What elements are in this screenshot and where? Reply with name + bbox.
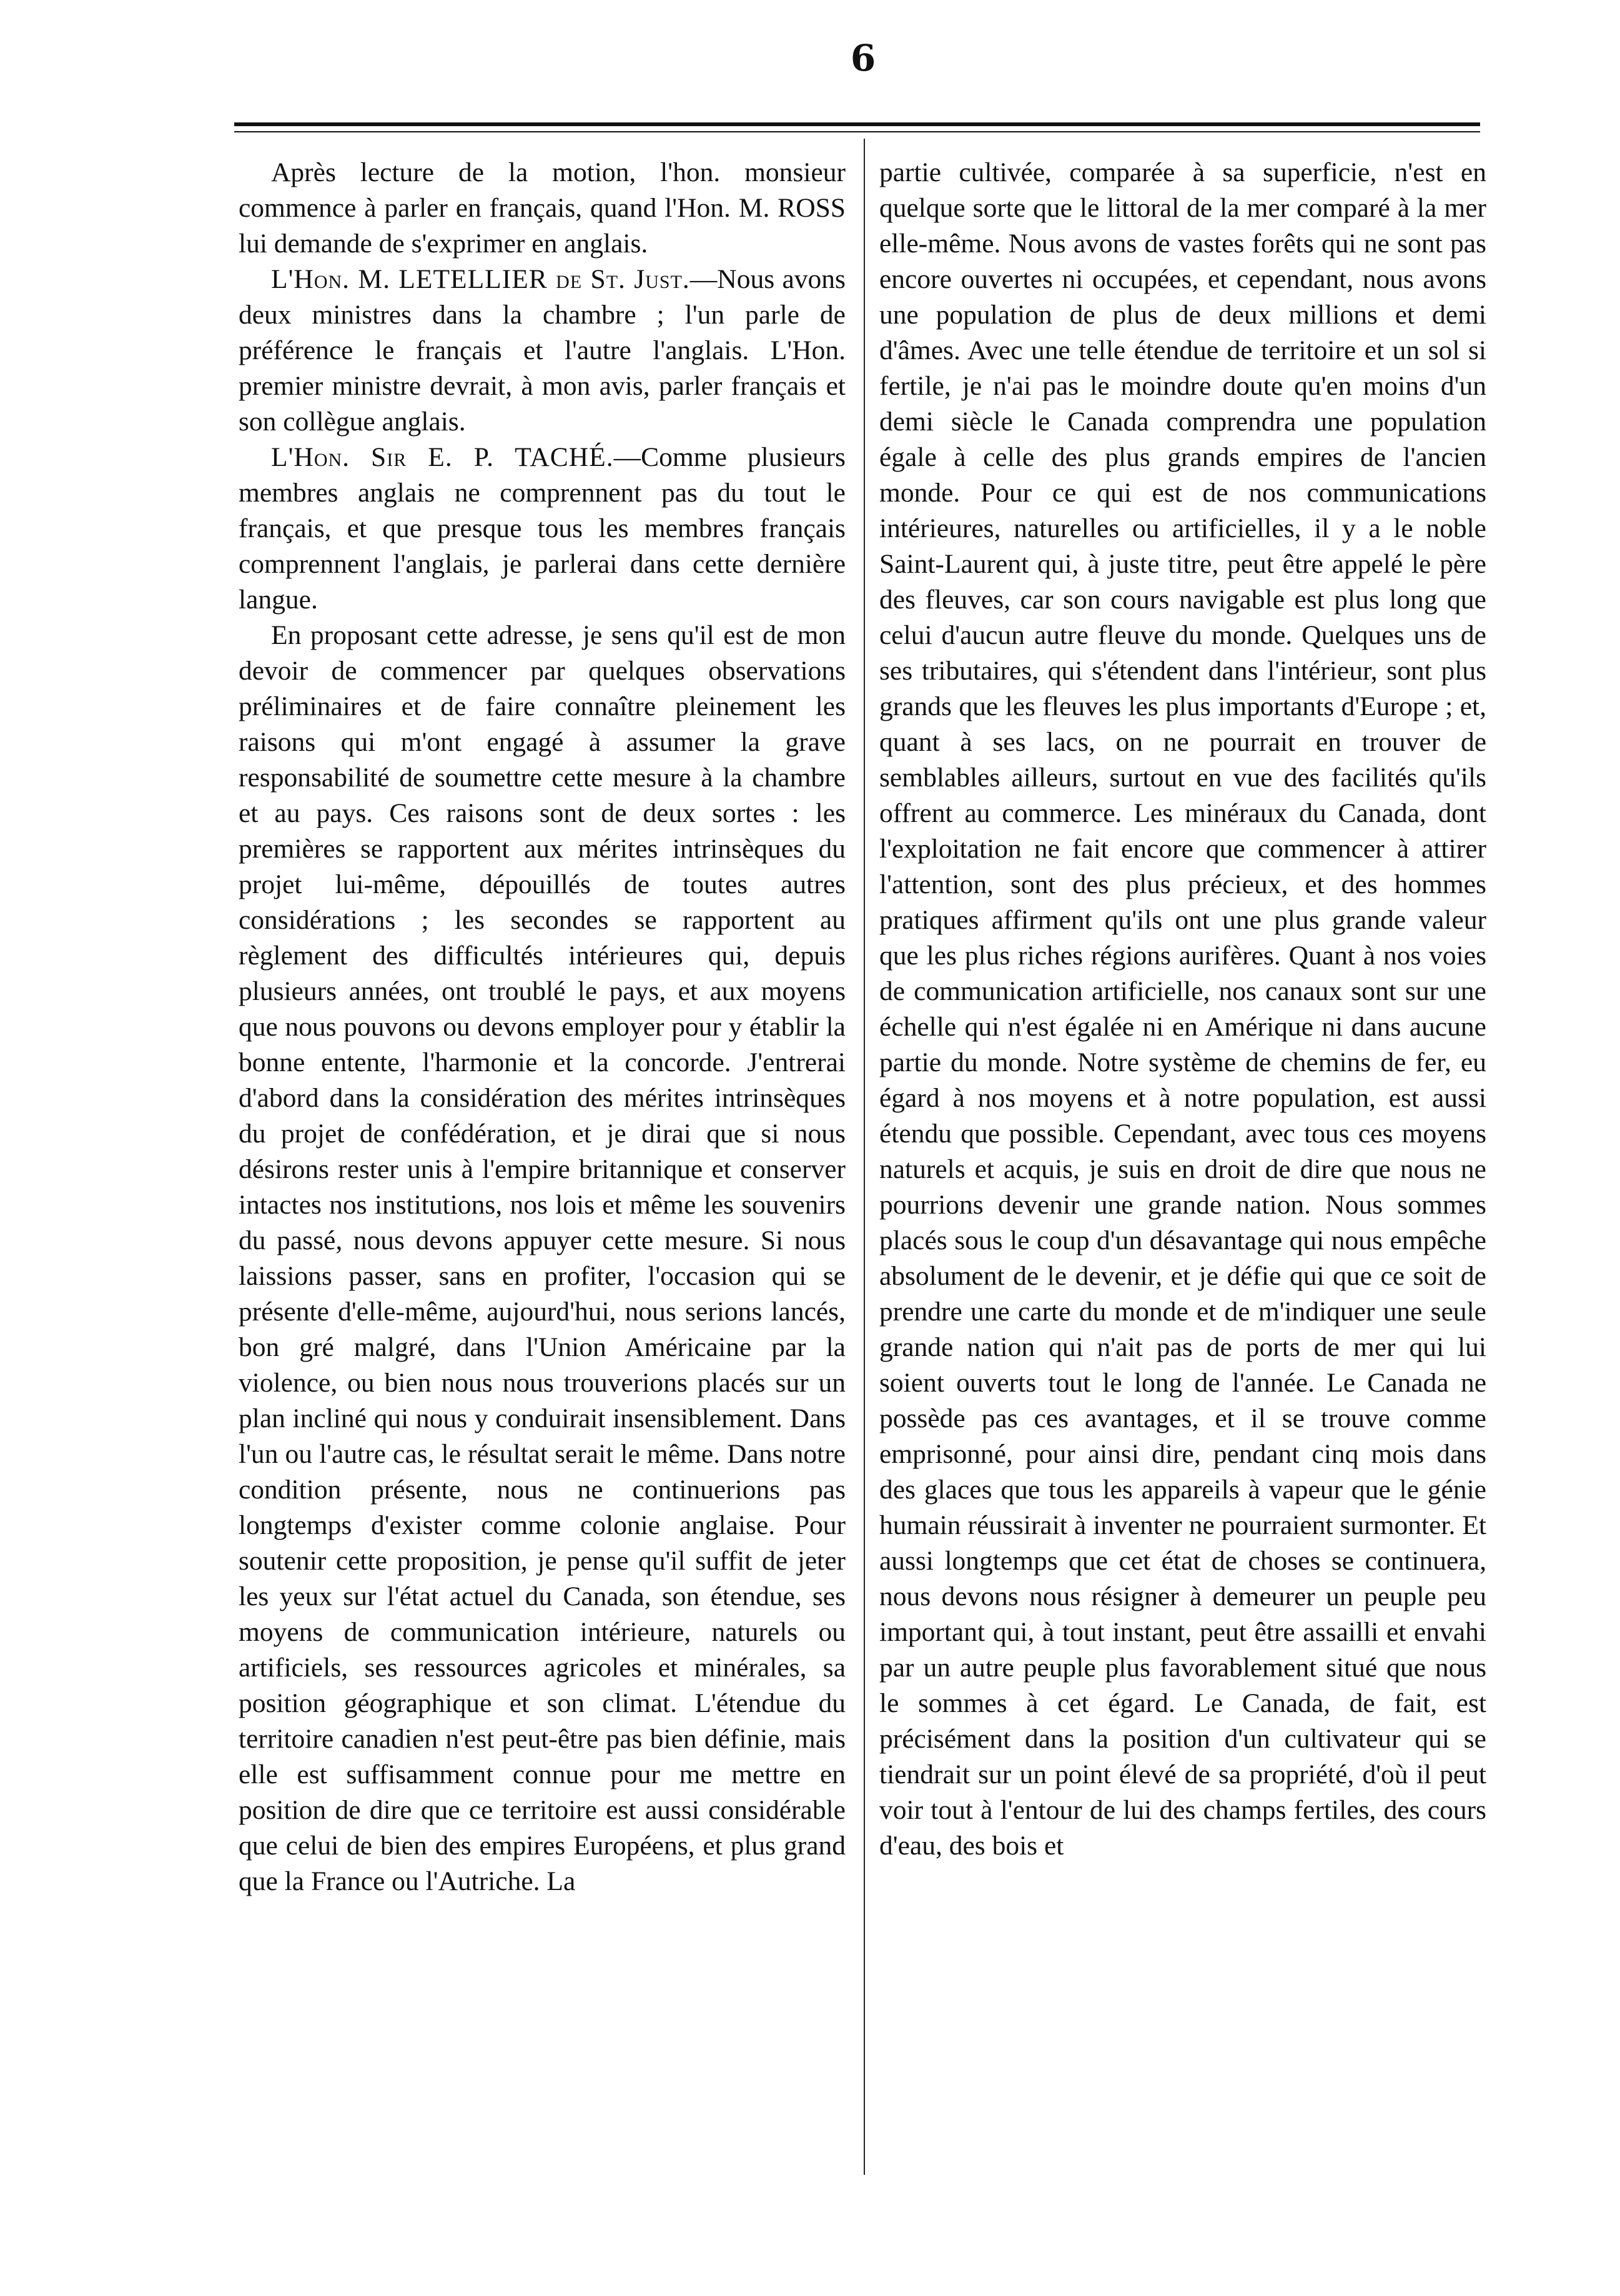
right-column [879,155,1486,2185]
page-number: 6 [850,37,876,79]
header-rule-thick [234,122,1480,126]
speech-letellier: —Nous avons deux ministres dans la chambre ; l'un parle de préférence le français et l'autre l'anglais. L'Hon. premier ministre devrait, à mon avis, parler français et son collègue anglais. [239,264,846,437]
left-column [239,155,846,2185]
paragraph-address-proposal: En proposant cette adresse, je sens qu'il est de mon devoir de commencer par quelques observations préliminaires et de faire connaître pleinement les raisons qui m'ont engagé à assumer la grave responsabilité de soumettre cette mesure à la chambre et au pays. Ces raisons sont de deux sortes : les premières se rapportent aux mérites intrinsèques du projet lui-même, dépouillés de toutes autres considérations ; les secondes se rapportent au règlement des difficultés intérieures qui, depuis plusieurs années, ont troublé le pays, et aux moyens que nous pouvons ou devons employer pour y établir la bonne entente, l'harmonie et la concorde. J'entrerai d'abord dans la considération des mérites intrinsèques du projet de confédération, et je dirai que si nous désirons rester unis à l'empire britannique et conserver intactes nos institutions, nos lois et même les souvenirs du passé, nous devons appuyer cette mesure. Si nous laissions passer, sans en profiter, l'occasion qui se présente d'elle-même, aujourd'hui, nous serions lancés, bon gré malgré, dans l'Union Américaine par la violence, ou bien nous nous trouverions placés sur un plan incliné qui nous y conduirait insensiblement. Dans l'un ou l'autre cas, le résultat serait le même. Dans notre condition présente, nous ne continuerions pas longtemps d'exister comme colonie anglaise. Pour soutenir cette proposition, je pense qu'il suffit de jeter les yeux sur l'état actuel du Canada, son étendue, ses moyens de communication intérieure, naturels ou artificiels, ses ressources agricoles et minérales, sa position géographique et son climat. L'étendue du territoire canadien n'est peut-être pas bien définie, mais elle est suffisamment connue pour me mettre en position de dire que ce territoire est aussi considérable que celui de bien des empires Européens, et plus grand que la France ou l'Autriche. La [239,620,846,1896]
paragraph-letellier [239,262,846,440]
column-divider [864,139,865,2175]
speech-tache-intro: —Comme plusieurs membres anglais ne comprennent pas du tout le français, et que presque tous les membres français comprennent l'anglais, je parlerai dans cette dernière langue. [239,442,846,615]
header-rule-thin [234,131,1480,132]
paragraph-canada-territory: partie cultivée, comparée à sa superficie, n'est en quelque sorte que le littoral de la mer comparé à la mer elle-même. Nous avons de vastes forêts qui ne sont pas encore ouvertes ni occupées, et cependant, nous avons une population de plus de deux millions et demi d'âmes. Avec une telle étendue de territoire et un sol si fertile, je n'ai pas le moindre doute qu'en moins d'un demi siècle le Canada comprendra une population égale à celle des plus grands empires de l'ancien monde. Pour ce qui est de nos communications intérieures, naturelles ou artificielles, il y a le noble Saint-Laurent qui, à juste titre, peut être appelé le père des fleuves, car son cours navigable est plus long que celui d'aucun autre fleuve du monde. Quelques uns de ses tributaires, qui s'étendent dans l'intérieur, sont plus grands que les fleuves les plus importants d'Europe ; et, quant à ses lacs, on ne pourrait en trouver de semblables ailleurs, surtout en vue des facilités qu'ils offrent au commerce. Les minéraux du Canada, dont l'exploitation ne fait encore que commencer à attirer l'attention, sont des plus précieux, et des hommes pratiques affirment qu'ils ont une plus grande valeur que les plus riches régions aurifères. Quant à nos voies de communication artificielle, nos canaux sont sur une échelle qui n'est égalée ni en Amérique ni dans aucune partie du monde. Notre système de chemins de fer, eu égard à nos moyens et à notre population, est aussi étendu que possible. Cependant, avec tous ces moyens naturels et acquis, je suis en droit de dire que nous ne pourrions devenir une grande nation. Nous sommes placés sous le coup d'un désavantage qui nous empêche absolument de le devenir, et je défie qui que ce soit de prendre une carte du monde et de m'indiquer une seule grande nation qui n'ait pas de ports de mer qui lui soient ouverts tout le long de l'année. Le Canada ne possède pas ces avantages, et il se trouve comme emprisonné, pour ainsi dire, pendant cinq mois dans des glaces que tous les appareils à vapeur que le génie humain réussirait à inventer ne pourraient surmonter. Et aussi longtemps que cet état de choses se continuera, nous devons nous résigner à demeurer un peuple peu important qui, à tout instant, peut être assailli et envahi par un autre peuple plus favorablement situé que nous le sommes à cet égard. Le Canada, de fait, est précisément dans la position d'un cultivateur qui se tiendrait sur un point élevé de sa propriété, d'où il peut voir tout à l'entour de lui des champs fertiles, des cours d'eau, des bois et [879,157,1486,1861]
paragraph-motion-reading: Après lecture de la motion, l'hon. monsieur commence à parler en français, quand l'Hon. M. ROSS lui demande de s'exprimer en anglais. [239,157,846,259]
speaker-tache: L'Hon. Sir E. P. TACHÉ. [271,442,614,472]
speaker-letellier: L'Hon. M. LETELLIER de St. Just. [271,264,690,294]
paragraph-tache-intro [239,440,846,618]
